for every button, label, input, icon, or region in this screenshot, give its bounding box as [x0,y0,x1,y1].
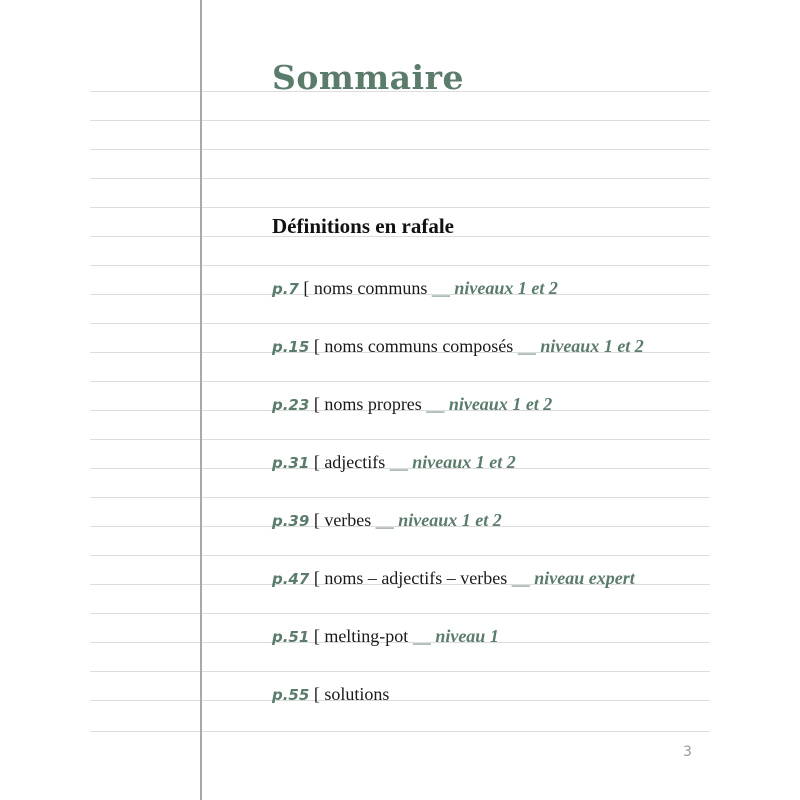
page-reference: p.23 [272,396,310,414]
dash-separator: __ [412,626,431,646]
page-reference: p.15 [272,338,310,356]
topic: noms propres [324,394,422,414]
ruled-line [90,120,710,121]
bracket: [ [313,684,320,704]
section-heading: Définitions en rafale [272,214,454,238]
ruled-line [90,323,710,324]
level-label: niveaux 1 et 2 [540,336,644,356]
page-reference: p.47 [272,570,310,588]
bracket: [ [313,336,320,356]
dash-separator: __ [426,394,445,414]
toc-entry[interactable] [272,335,644,358]
level-label: niveaux 1 et 2 [412,452,516,472]
ruled-line [90,381,710,382]
dash-separator: __ [375,510,394,530]
ruled-line [90,439,710,440]
toc-entry[interactable] [272,567,635,590]
ruled-line [90,700,710,701]
ruled-line [90,178,710,179]
dash-separator: __ [517,336,536,356]
bracket: [ [313,568,320,588]
topic: noms communs [313,278,428,298]
topic: adjectifs [324,452,386,472]
ruled-line [90,265,710,266]
level-label: niveaux 1 et 2 [448,394,553,414]
ruled-line [90,613,710,614]
bracket: [ [313,510,320,530]
topic: noms – adjectifs – verbes [324,568,508,588]
page-number: 3 [683,744,692,760]
page-title: Sommaire [272,58,464,97]
page-reference: p.31 [272,454,310,472]
topic: noms communs composés [324,336,514,356]
page-reference: p.7 [272,280,299,298]
topic: solutions [324,684,390,704]
bracket: [ [303,278,310,298]
dash-separator: __ [431,278,450,298]
bracket: [ [313,626,320,646]
toc-entry[interactable] [272,509,502,532]
page-reference: p.51 [272,628,310,646]
level-label: niveau expert [534,568,635,588]
bracket: [ [313,394,320,414]
ruled-line [90,497,710,498]
topic: verbes [324,510,372,530]
level-label: niveaux 1 et 2 [398,510,502,530]
page-reference: p.39 [272,512,310,530]
dash-separator: __ [511,568,530,588]
level-label: niveaux 1 et 2 [454,278,558,298]
toc-entry[interactable] [272,451,516,474]
bracket: [ [313,452,320,472]
margin-line [200,0,202,800]
ruled-line [90,149,710,150]
page-reference: p.55 [272,686,310,704]
toc-entry[interactable] [272,683,389,706]
ruled-line [90,731,710,732]
toc-entry[interactable] [272,277,558,300]
dash-separator: __ [389,452,408,472]
ruled-line [90,671,710,672]
toc-entry[interactable] [272,393,552,416]
ruled-line [90,207,710,208]
ruled-line [90,555,710,556]
toc-entry[interactable] [272,625,499,648]
topic: melting-pot [324,626,409,646]
level-label: niveau 1 [435,626,499,646]
